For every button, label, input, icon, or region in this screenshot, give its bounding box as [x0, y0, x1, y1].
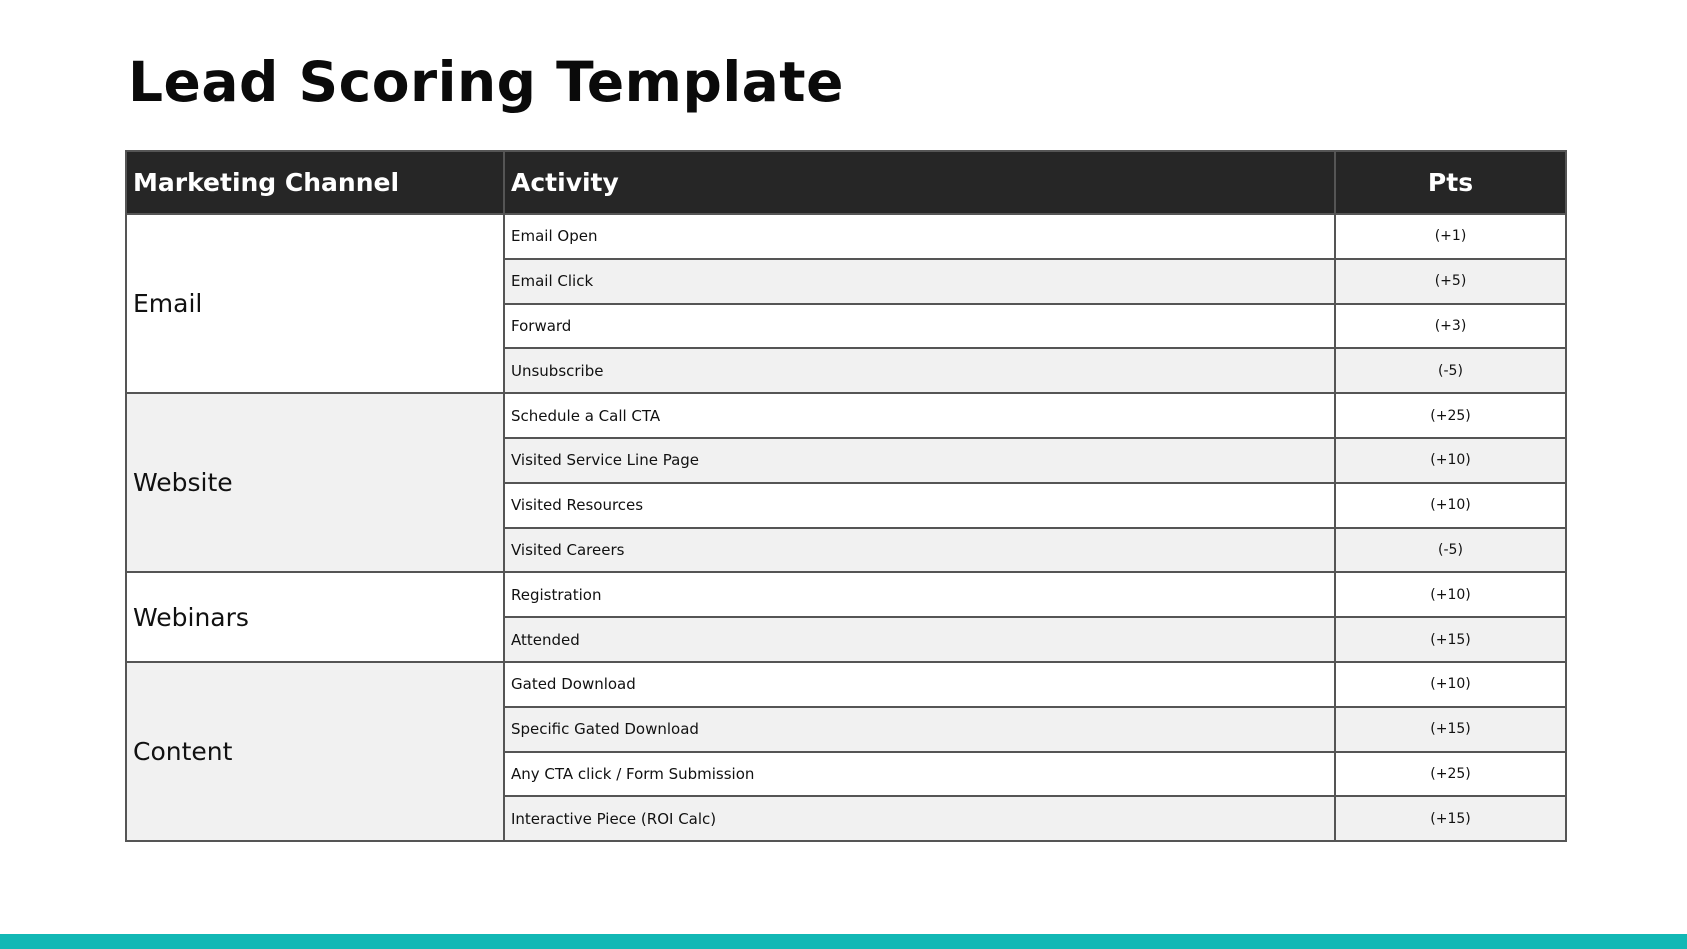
activity-cell: Email Open: [504, 214, 1335, 259]
points-cell: (+10): [1335, 662, 1566, 707]
table-row: [126, 572, 1566, 617]
activity-cell: Gated Download: [504, 662, 1335, 707]
activity-cell: Unsubscribe: [504, 348, 1335, 393]
header-activity: Activity: [504, 151, 1335, 214]
table-header-row: [126, 151, 1566, 214]
activity-cell: Visited Service Line Page: [504, 438, 1335, 483]
points-cell: (-5): [1335, 528, 1566, 573]
activity-cell: Registration: [504, 572, 1335, 617]
activity-cell: Any CTA click / Form Submission: [504, 752, 1335, 797]
points-cell: (+1): [1335, 214, 1566, 259]
activity-cell: Attended: [504, 617, 1335, 662]
points-cell: (+3): [1335, 304, 1566, 349]
points-cell: (+15): [1335, 707, 1566, 752]
activity-cell: Forward: [504, 304, 1335, 349]
page-title: Lead Scoring Template: [128, 50, 844, 114]
points-cell: (+15): [1335, 796, 1566, 841]
footer-accent-bar: [0, 934, 1687, 949]
points-cell: (+25): [1335, 393, 1566, 438]
activity-cell: Schedule a Call CTA: [504, 393, 1335, 438]
table-row: [126, 393, 1566, 438]
header-marketing-channel: Marketing Channel: [126, 151, 504, 214]
header-points: Pts: [1335, 151, 1566, 214]
activity-cell: Interactive Piece (ROI Calc): [504, 796, 1335, 841]
activity-cell: Visited Careers: [504, 528, 1335, 573]
points-cell: (+10): [1335, 483, 1566, 528]
points-cell: (-5): [1335, 348, 1566, 393]
points-cell: (+10): [1335, 572, 1566, 617]
points-cell: (+10): [1335, 438, 1566, 483]
activity-cell: Email Click: [504, 259, 1335, 304]
channel-cell-webinars: Webinars: [126, 572, 504, 662]
points-cell: (+5): [1335, 259, 1566, 304]
channel-cell-email: Email: [126, 214, 504, 393]
points-cell: (+25): [1335, 752, 1566, 797]
channel-cell-website: Website: [126, 393, 504, 572]
activity-cell: Visited Resources: [504, 483, 1335, 528]
activity-cell: Specific Gated Download: [504, 707, 1335, 752]
channel-cell-content: Content: [126, 662, 504, 841]
table-row: [126, 662, 1566, 707]
table-row: [126, 214, 1566, 259]
points-cell: (+15): [1335, 617, 1566, 662]
lead-scoring-table: [125, 150, 1567, 842]
